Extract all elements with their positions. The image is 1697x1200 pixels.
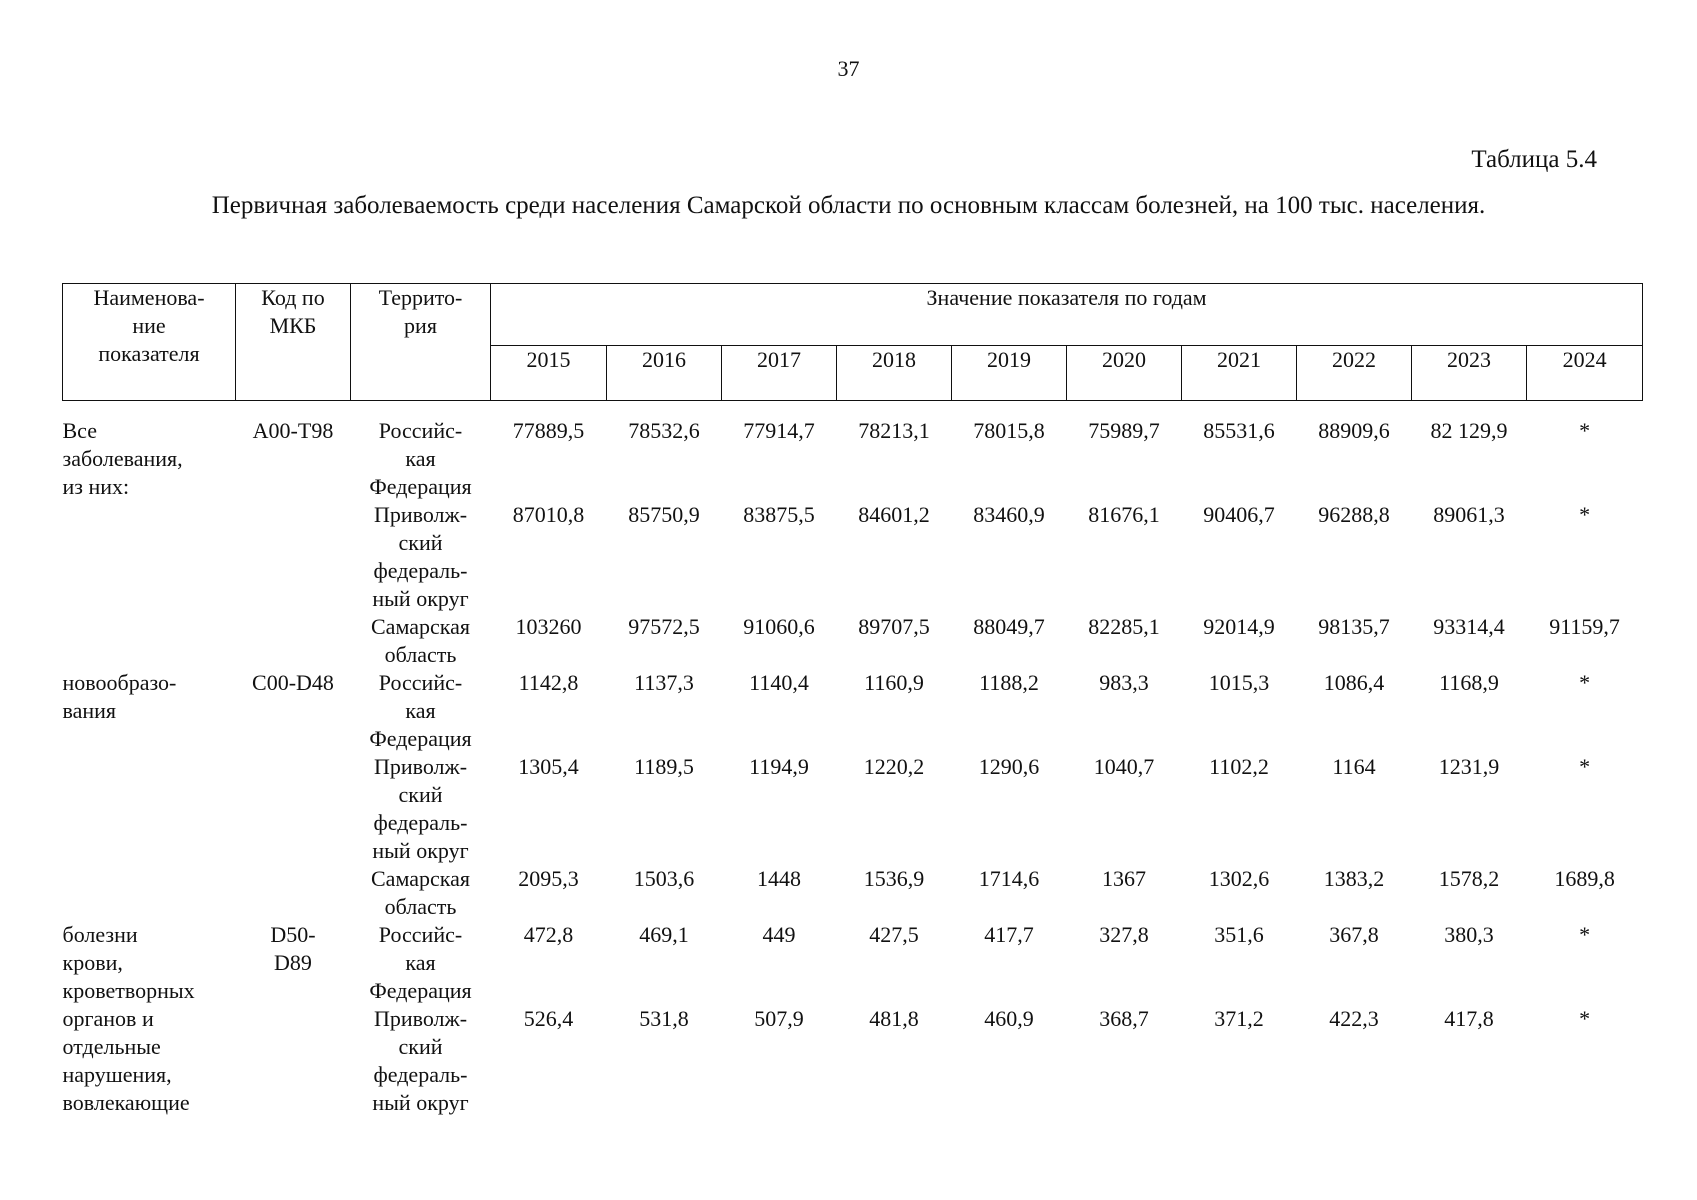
value-cell: 77914,7 (743, 418, 815, 443)
value-cell: 1188,2 (979, 670, 1039, 695)
value-cell: 1305,4 (518, 754, 579, 779)
value-cell: 78213,1 (858, 418, 930, 443)
year-header: 2018 (837, 346, 952, 401)
value-cell: 1164 (1332, 754, 1376, 779)
value-cell: 1383,2 (1323, 866, 1385, 891)
value-cell: 75989,7 (1088, 418, 1160, 443)
value-cell: 82 129,9 (1430, 418, 1508, 443)
value-cell: 371,2 (1214, 1006, 1264, 1031)
icd-code: D50- D89 (270, 922, 316, 975)
table-row (63, 669, 1643, 753)
value-cell: 82285,1 (1088, 614, 1160, 639)
table-title: Первичная заболеваемость среди населения Самарской области по основным классам болезней, на 100 тыс. населения. (211, 192, 1486, 219)
value-cell: 93314,4 (1433, 614, 1505, 639)
value-cell: 380,3 (1444, 922, 1494, 947)
value-cell: 83460,9 (973, 502, 1045, 527)
value-cell: 103260 (515, 614, 582, 639)
territory-cell: Российс- кая Федерация (369, 418, 472, 499)
value-cell: * (1579, 418, 1591, 443)
value-cell: 85750,9 (628, 502, 700, 527)
value-cell: 526,4 (523, 1006, 574, 1031)
territory-cell: Российс- кая Федерация (369, 670, 472, 751)
value-cell: 91159,7 (1549, 614, 1620, 639)
value-cell: 1302,6 (1208, 866, 1270, 891)
value-cell: 90406,7 (1203, 502, 1275, 527)
icd-code: C00-D48 (252, 670, 334, 695)
indicator-name: Все заболевания, из них: (62, 418, 183, 499)
value-cell: 1140,4 (749, 670, 809, 695)
value-cell: * (1579, 670, 1591, 695)
value-cell: 97572,5 (628, 614, 700, 639)
year-header: 2019 (952, 346, 1067, 401)
value-cell: 1220,2 (863, 754, 925, 779)
table-row (63, 401, 1643, 502)
value-cell: 1015,3 (1208, 670, 1270, 695)
value-cell: 481,8 (869, 1006, 919, 1031)
header-icd-code: Код по МКБ (236, 284, 351, 401)
year-header: 2020 (1067, 346, 1182, 401)
year-header: 2016 (607, 346, 722, 401)
value-cell: 1503,6 (633, 866, 695, 891)
value-cell: 472,8 (523, 922, 574, 947)
value-cell: 422,3 (1329, 1006, 1379, 1031)
territory-cell: Приволж- ский федераль- ный округ (372, 502, 469, 611)
value-cell: * (1579, 502, 1591, 527)
value-cell: * (1579, 1006, 1591, 1031)
value-cell: 78015,8 (973, 418, 1045, 443)
value-cell: 1040,7 (1093, 754, 1155, 779)
value-cell: 2095,3 (518, 866, 579, 891)
value-cell: * (1579, 922, 1591, 947)
table-body (63, 401, 1643, 1118)
value-cell: 427,5 (869, 922, 919, 947)
value-cell: * (1579, 754, 1591, 779)
year-header: 2022 (1297, 346, 1412, 401)
value-cell: 1578,2 (1438, 866, 1500, 891)
value-cell: 460,9 (984, 1006, 1034, 1031)
value-cell: 87010,8 (512, 502, 585, 527)
value-cell: 1367 (1102, 866, 1146, 891)
value-cell: 88909,6 (1318, 418, 1390, 443)
territory-cell: Приволж- ский федераль- ный округ (372, 1006, 469, 1115)
territory-cell: Приволж- ский федераль- ный округ (372, 754, 469, 863)
value-cell: 1102,2 (1209, 754, 1269, 779)
value-cell: 983,3 (1099, 670, 1149, 695)
value-cell: 1231,9 (1438, 754, 1500, 779)
value-cell: 1194,9 (749, 754, 809, 779)
header-indicator-name: Наименова- ние показателя (63, 284, 236, 401)
value-cell: 1189,5 (634, 754, 694, 779)
value-cell: 327,8 (1099, 922, 1149, 947)
year-header: 2024 (1527, 346, 1643, 401)
value-cell: 98135,7 (1318, 614, 1390, 639)
value-cell: 417,8 (1444, 1006, 1494, 1031)
value-cell: 1448 (757, 866, 801, 891)
value-cell: 351,6 (1214, 922, 1264, 947)
value-cell: 367,8 (1329, 922, 1379, 947)
year-header: 2023 (1412, 346, 1527, 401)
value-cell: 1290,6 (978, 754, 1040, 779)
value-cell: 91060,6 (743, 614, 815, 639)
value-cell: 1086,4 (1323, 670, 1385, 695)
value-cell: 417,7 (984, 922, 1034, 947)
year-header: 2015 (491, 346, 607, 401)
value-cell: 449 (762, 922, 796, 947)
morbidity-table (62, 283, 1643, 1117)
value-cell: 84601,2 (858, 502, 930, 527)
value-cell: 469,1 (639, 922, 689, 947)
header-values-by-year: Значение показателя по годам (491, 284, 1643, 346)
value-cell: 507,9 (754, 1006, 804, 1031)
value-cell: 89707,5 (858, 614, 930, 639)
territory-cell: Российс- кая Федерация (369, 922, 472, 1003)
value-cell: 83875,5 (743, 502, 815, 527)
value-cell: 1160,9 (864, 670, 924, 695)
icd-code: А00-Т98 (252, 418, 334, 443)
value-cell: 77889,5 (512, 418, 585, 443)
header-territory: Террито- рия (351, 284, 491, 401)
table-label: Таблица 5.4 (1471, 146, 1597, 173)
table-row (63, 921, 1643, 1005)
territory-cell: Самарская область (371, 866, 470, 919)
value-cell: 368,7 (1099, 1006, 1149, 1031)
value-cell: 1689,8 (1554, 866, 1615, 891)
value-cell: 1142,8 (518, 670, 579, 695)
value-cell: 78532,6 (628, 418, 700, 443)
year-header: 2021 (1182, 346, 1297, 401)
territory-cell: Самарская область (371, 614, 470, 667)
value-cell: 96288,8 (1318, 502, 1390, 527)
page-number: 37 (837, 56, 860, 81)
indicator-name: болезни крови, кроветворных органов и отдельные нарушения, вовлекающие (62, 922, 195, 1115)
year-header: 2017 (722, 346, 837, 401)
value-cell: 85531,6 (1203, 418, 1275, 443)
indicator-name: новообразо- вания (62, 670, 177, 723)
value-cell: 89061,3 (1433, 502, 1505, 527)
value-cell: 1137,3 (634, 670, 694, 695)
value-cell: 531,8 (639, 1006, 689, 1031)
value-cell: 88049,7 (973, 614, 1045, 639)
value-cell: 92014,9 (1203, 614, 1275, 639)
value-cell: 1168,9 (1439, 670, 1499, 695)
value-cell: 1536,9 (863, 866, 925, 891)
value-cell: 81676,1 (1088, 502, 1160, 527)
value-cell: 1714,6 (978, 866, 1040, 891)
